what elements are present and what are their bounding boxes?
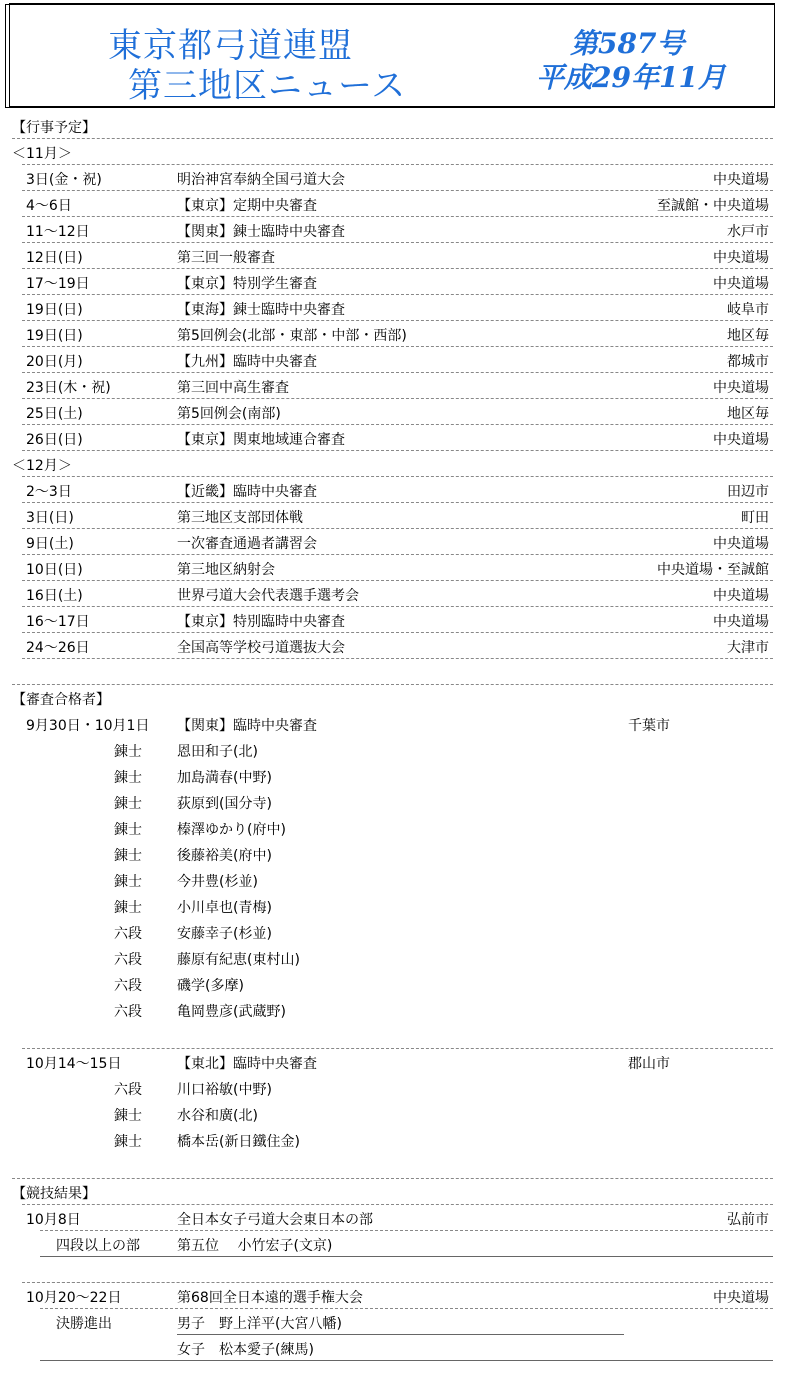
event-place: 中央道場 — [713, 172, 769, 188]
event-place: 中央道場 — [713, 432, 769, 448]
event-place: 中央道場 — [713, 536, 769, 552]
event-place: 中央道場 — [713, 250, 769, 266]
competition-name: 全日本女子弓道大会東日本の部 — [177, 1212, 373, 1228]
schedule-row — [0, 554, 804, 580]
passer-row — [0, 1074, 804, 1100]
passer-row — [0, 814, 804, 840]
section-heading-passers: 【審査合格者】 — [12, 692, 110, 708]
event-name: 【東京】定期中央審査 — [177, 198, 317, 214]
event-name: 【近畿】臨時中央審査 — [177, 484, 317, 500]
schedule-row — [0, 346, 804, 372]
event-date: 11～12日 — [26, 224, 90, 240]
passer-name: 後藤裕美(府中) — [177, 848, 272, 864]
event-place: 地区毎 — [727, 406, 769, 422]
passer-name: 小川卓也(青梅) — [177, 900, 272, 916]
event-name: 明治神宮奉納全国弓道大会 — [177, 172, 345, 188]
passer-row — [0, 1100, 804, 1126]
result-row — [0, 1334, 804, 1360]
exam-name: 【関東】臨時中央審査 — [177, 718, 317, 734]
event-date: 3日(金・祝) — [26, 172, 102, 188]
event-place: 大津市 — [727, 640, 769, 656]
event-name: 第三回中高生審査 — [177, 380, 289, 396]
section-heading-results: 【競技結果】 — [12, 1186, 96, 1202]
event-place: 中央道場 — [713, 588, 769, 604]
schedule-row — [0, 424, 804, 450]
event-place: 中央道場 — [713, 380, 769, 396]
event-name: 【関東】錬士臨時中央審査 — [177, 224, 345, 240]
event-name: 【東京】特別学生審査 — [177, 276, 317, 292]
competition-place: 中央道場 — [713, 1290, 769, 1306]
passer-name: 橋本岳(新日鐵住金) — [177, 1134, 300, 1150]
event-date: 4～6日 — [26, 198, 72, 214]
schedule-row — [0, 632, 804, 658]
passer-rank: 錬士 — [114, 796, 142, 812]
passer-row — [0, 736, 804, 762]
event-name: 【九州】臨時中央審査 — [177, 354, 317, 370]
passer-rank: 錬士 — [114, 744, 142, 760]
event-place: 中央道場・至誠館 — [657, 562, 769, 578]
event-date: 24～26日 — [26, 640, 90, 656]
passer-rank: 六段 — [114, 978, 142, 994]
newsletter-org-title: 東京都弓道連盟 — [108, 26, 353, 66]
schedule-row — [0, 528, 804, 554]
event-name: 【東海】錬士臨時中央審査 — [177, 302, 345, 318]
competition-name: 第68回全日本遠的選手権大会 — [177, 1290, 363, 1306]
exam-place: 郡山市 — [628, 1056, 670, 1072]
passer-row — [0, 840, 804, 866]
passer-rank: 六段 — [114, 952, 142, 968]
event-name: 第5回例会(南部) — [177, 406, 281, 422]
event-place: 中央道場 — [713, 614, 769, 630]
month-label: ＜11月＞ — [12, 146, 72, 162]
event-name: 一次審査通過者講習会 — [177, 536, 317, 552]
passer-name: 恩田和子(北) — [177, 744, 258, 760]
event-date: 10日(日) — [26, 562, 83, 578]
passer-row — [0, 918, 804, 944]
event-date: 26日(日) — [26, 432, 83, 448]
passer-name: 川口裕敏(中野) — [177, 1082, 272, 1098]
schedule-row — [0, 190, 804, 216]
event-date: 25日(土) — [26, 406, 83, 422]
result-category: 決勝進出 — [56, 1316, 112, 1332]
passer-row — [0, 970, 804, 996]
event-place: 中央道場 — [713, 276, 769, 292]
schedule-row — [0, 294, 804, 320]
issue-number: 第587号 — [570, 27, 685, 60]
event-date: 16～17日 — [26, 614, 90, 630]
competition-date: 10月8日 — [26, 1212, 81, 1228]
result-row — [0, 1308, 804, 1334]
issue-date: 平成29年11月 — [536, 61, 726, 94]
competition-date: 10月20～22日 — [26, 1290, 122, 1306]
row-divider — [40, 1256, 773, 1257]
event-name: 第5回例会(北部・東部・中部・西部) — [177, 328, 407, 344]
event-date: 17～19日 — [26, 276, 90, 292]
passer-rank: 錬士 — [114, 874, 142, 890]
event-date: 16日(土) — [26, 588, 83, 604]
exam-date: 10月14～15日 — [26, 1056, 122, 1072]
competition-result: 男子 野上洋平(大宮八幡) — [177, 1316, 342, 1332]
competition-result: 第五位 小竹宏子(文京) — [177, 1238, 333, 1254]
newsletter-title: 第三地区ニュース — [128, 66, 407, 106]
passer-name: 藤原有紀恵(東村山) — [177, 952, 300, 968]
event-date: 23日(木・祝) — [26, 380, 111, 396]
passer-name: 荻原到(国分寺) — [177, 796, 272, 812]
schedule-row — [0, 476, 804, 502]
passer-row — [0, 892, 804, 918]
month-header — [0, 138, 804, 164]
schedule-row — [0, 216, 804, 242]
passer-name: 亀岡豊彦(武蔵野) — [177, 1004, 286, 1020]
passer-name: 水谷和廣(北) — [177, 1108, 258, 1124]
passer-name: 今井豊(杉並) — [177, 874, 258, 890]
passer-rank: 錬士 — [114, 1108, 142, 1124]
passer-row — [0, 1126, 804, 1152]
exam-row — [0, 710, 804, 736]
schedule-row — [0, 242, 804, 268]
schedule-row — [0, 606, 804, 632]
row-divider — [40, 1360, 773, 1361]
event-name: 第三地区納射会 — [177, 562, 275, 578]
exam-name: 【東北】臨時中央審査 — [177, 1056, 317, 1072]
schedule-row — [0, 502, 804, 528]
event-name: 【東京】特別臨時中央審査 — [177, 614, 345, 630]
exam-date: 9月30日・10月1日 — [26, 718, 150, 734]
event-date: 12日(日) — [26, 250, 83, 266]
event-date: 19日(日) — [26, 328, 83, 344]
competition-result: 女子 松本愛子(練馬) — [177, 1342, 314, 1358]
schedule-row — [0, 268, 804, 294]
passer-row — [0, 762, 804, 788]
schedule-row — [0, 372, 804, 398]
section-heading-schedule: 【行事予定】 — [12, 120, 96, 136]
row-divider — [22, 658, 773, 659]
passer-row — [0, 996, 804, 1022]
passer-rank: 錬士 — [114, 848, 142, 864]
event-place: 岐阜市 — [727, 302, 769, 318]
passer-rank: 錬士 — [114, 900, 142, 916]
event-name: 【東京】関東地域連合審査 — [177, 432, 345, 448]
passer-name: 榛澤ゆかり(府中) — [177, 822, 286, 838]
schedule-row — [0, 580, 804, 606]
event-place: 都城市 — [727, 354, 769, 370]
exam-row — [0, 1048, 804, 1074]
event-place: 地区毎 — [727, 328, 769, 344]
section-passers-heading — [0, 684, 804, 710]
passer-rank: 六段 — [114, 926, 142, 942]
event-place: 田辺市 — [727, 484, 769, 500]
month-header — [0, 450, 804, 476]
schedule-row — [0, 164, 804, 190]
schedule-row — [0, 398, 804, 424]
event-name: 第三地区支部団体戦 — [177, 510, 303, 526]
passer-rank: 錬士 — [114, 822, 142, 838]
event-place: 至誠館・中央道場 — [657, 198, 769, 214]
event-name: 世界弓道大会代表選手選考会 — [177, 588, 359, 604]
passer-name: 磯学(多摩) — [177, 978, 244, 994]
event-place: 水戸市 — [727, 224, 769, 240]
passer-name: 加島満春(中野) — [177, 770, 272, 786]
event-name: 第三回一般審査 — [177, 250, 275, 266]
passer-row — [0, 866, 804, 892]
event-date: 19日(日) — [26, 302, 83, 318]
event-date: 9日(土) — [26, 536, 74, 552]
section-results-heading — [0, 1178, 804, 1204]
passer-rank: 六段 — [114, 1004, 142, 1020]
schedule-row — [0, 320, 804, 346]
passer-rank: 六段 — [114, 1082, 142, 1098]
result-row — [0, 1230, 804, 1256]
passer-row — [0, 944, 804, 970]
passer-rank: 錬士 — [114, 770, 142, 786]
event-date: 3日(日) — [26, 510, 74, 526]
competition-row — [0, 1204, 804, 1230]
passer-row — [0, 788, 804, 814]
event-date: 2～3日 — [26, 484, 72, 500]
month-label: ＜12月＞ — [12, 458, 72, 474]
section-schedule-heading — [0, 112, 804, 138]
result-category: 四段以上の部 — [56, 1238, 140, 1254]
event-place: 町田 — [741, 510, 769, 526]
event-date: 20日(月) — [26, 354, 83, 370]
competition-place: 弘前市 — [727, 1212, 769, 1228]
competition-row — [0, 1282, 804, 1308]
exam-place: 千葉市 — [628, 718, 670, 734]
event-name: 全国高等学校弓道選抜大会 — [177, 640, 345, 656]
passer-rank: 錬士 — [114, 1134, 142, 1150]
passer-name: 安藤幸子(杉並) — [177, 926, 272, 942]
